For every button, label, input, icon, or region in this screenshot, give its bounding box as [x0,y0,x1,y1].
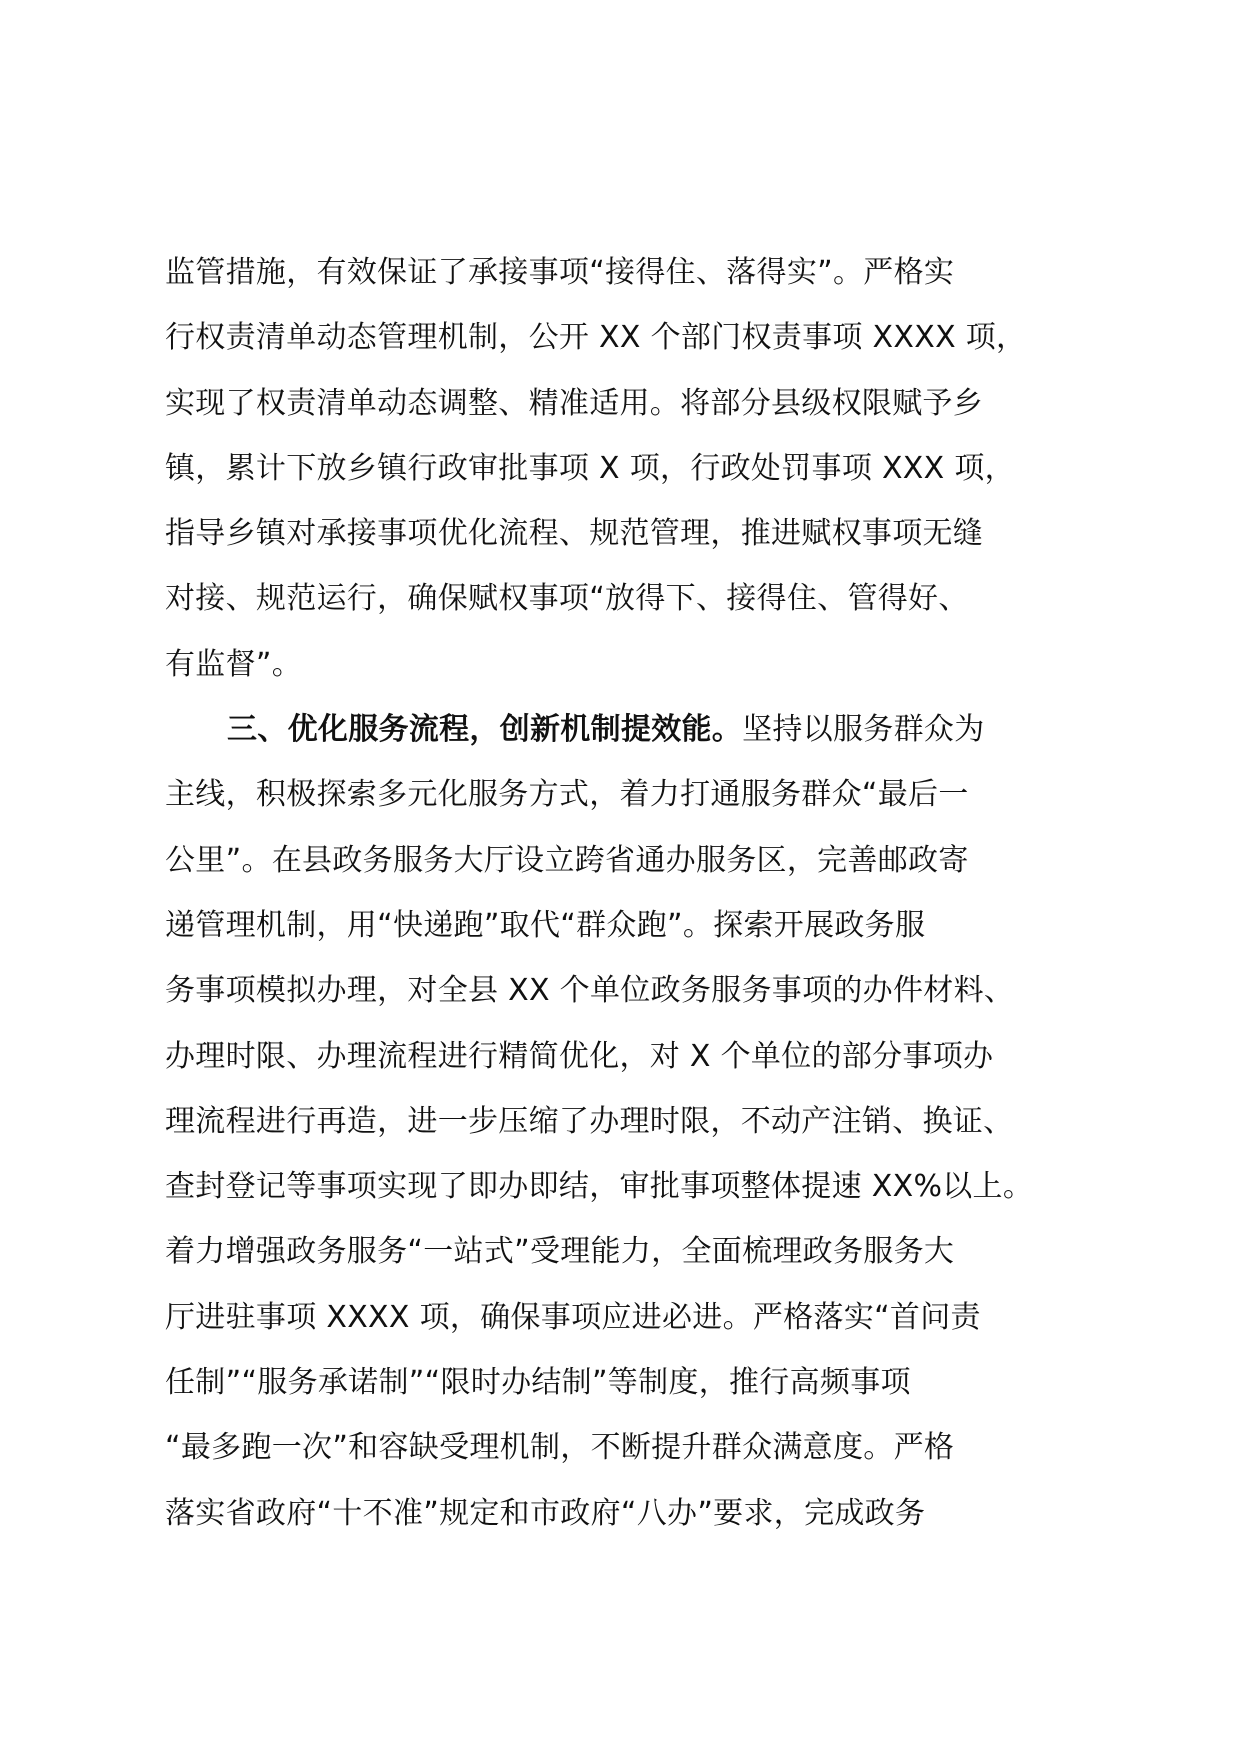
paragraph-line: 办理时限、办理流程进行精简优化，对 X 个单位的部分事项办 [165,1038,994,1074]
body-text [165,240,1105,1546]
paragraph-line: 落实省政府“十不准”规定和市政府“八办”要求，完成政务 [165,1495,926,1531]
paragraph-line: 厅进驻事项 XXXX 项，确保事项应进必进。严格落实“首问责 [165,1299,981,1335]
paragraph-line: 着力增强政务服务“一站式”受理能力，全面梳理政务服务大 [165,1234,955,1270]
section-heading-line [165,697,1105,762]
paragraph-line: 对接、规范运行，确保赋权事项“放得下、接得住、管得好、 [165,581,969,617]
paragraph-line: 任制”“服务承诺制”“限时办结制”等制度，推行高频事项 [165,1365,911,1401]
paragraph-line: 公里”。在县政务服务大厅设立跨省通办服务区，完善邮政寄 [165,842,969,878]
paragraph-line: 主线，积极探索多元化服务方式，着力打通服务群众“最后一 [165,777,969,813]
paragraph-line: 行权责清单动态管理机制，公开 XX 个部门权责事项 XXXX 项， [165,320,1027,356]
paragraph-line: 监管措施，有效保证了承接事项“接得住、落得实”。严格实 [165,255,955,290]
paragraph-line: 镇，累计下放乡镇行政审批事项 X 项，行政处罚事项 XXX 项， [165,450,1015,486]
paragraph-line: 指导乡镇对承接事项优化流程、规范管理，推进赋权事项无缝 [165,516,984,552]
paragraph-line: 查封登记等事项实现了即办即结，审批事项整体提速 XX%以上。 [165,1169,1034,1205]
paragraph-line: 实现了权责清单动态调整、精准适用。将部分县级权限赋予乡 [165,385,984,421]
paragraph-line: 务事项模拟办理，对全县 XX 个单位政务服务事项的办件材料、 [165,973,1015,1009]
paragraph-line: 理流程进行再造，进一步压缩了办理时限，不动产注销、换证、 [165,1103,1014,1139]
section-heading-continuation: 坚持以服务群众为 [742,712,985,748]
paragraph-line: 递管理机制，用“快递跑”取代“群众跑”。探索开展政务服 [165,907,926,943]
paragraph-line: “最多跑一次”和容缺受理机制，不断提升群众满意度。严格 [165,1430,955,1466]
paragraph-line: 有监督”。 [165,646,303,682]
section-heading: 三、优化服务流程，创新机制提效能。 [227,712,743,748]
